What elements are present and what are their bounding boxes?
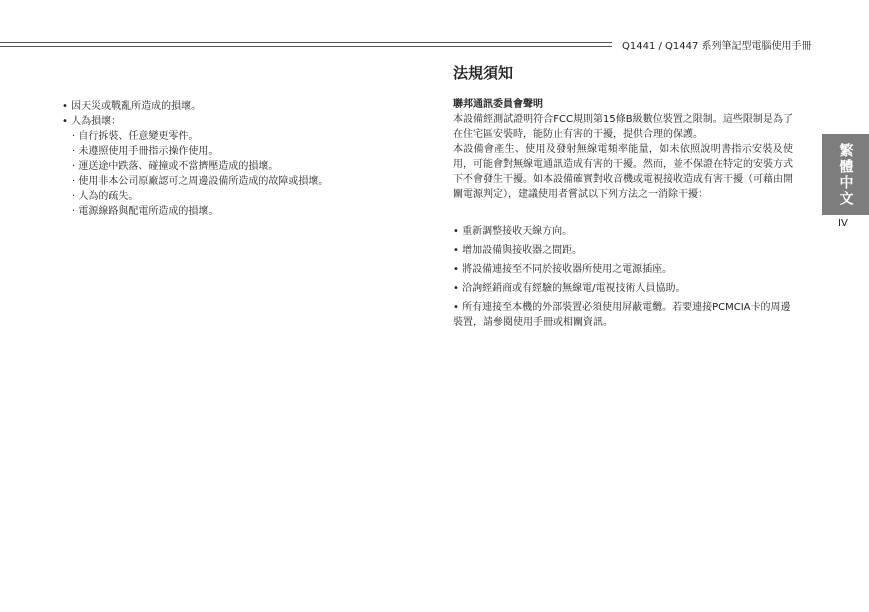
list-item: • 將設備連接至不同於接收器所使用之電源插座。	[453, 262, 793, 277]
regulatory-section	[453, 66, 793, 334]
list-item: • 增加設備與接收器之間距。	[453, 243, 793, 258]
interference-measures	[453, 224, 793, 330]
page-number: IV	[838, 218, 848, 229]
list-item: • 人為損壞：	[62, 114, 362, 129]
warranty-exclusions	[62, 99, 362, 219]
list-item: • 洽詢經銷商或有經驗的無線電/電視技術人員協助。	[453, 281, 793, 296]
list-item: · 電源線路與配電所造成的損壞。	[72, 204, 362, 219]
fcc-heading: 聯邦通訊委員會聲明	[453, 99, 543, 110]
list-item: · 人為的疏失。	[72, 189, 362, 204]
fcc-paragraph: 本設備經測試證明符合FCC規則第15條B級數位裝置之限制。這些限制是為了在住宅區安裝時，能防止有害的干擾，提供合理的保護。	[453, 114, 793, 140]
header-rule-bottom	[0, 46, 612, 47]
list-item: · 自行拆裝、任意變更零件。	[72, 129, 362, 144]
section-title: 法規須知	[453, 64, 514, 82]
list-item: · 使用非本公司原廠認可之周邊設備所造成的故障或損壞。	[72, 174, 362, 189]
list-item: · 運送途中跌落、碰撞或不當擠壓造成的損壞。	[72, 159, 362, 174]
list-item: • 重新調整接收天線方向。	[453, 224, 793, 239]
list-item: • 所有連接至本機的外部裝置必須使用屏蔽電纜。若要連接PCMCIA卡的周邊裝置，請參閱使用手冊或相關資訊。	[453, 300, 793, 330]
manual-title: Q1441 / Q1447 系列筆記型電腦使用手冊	[622, 41, 812, 52]
language-tab: 繁體中文	[822, 134, 869, 215]
fcc-paragraph: 本設備會產生、使用及發射無線電頻率能量，如未依照說明書指示安裝及使用，可能會對無線電通訊造成有害的干擾。然而，並不保證在特定的安裝方式下不會發生干擾。如本設備確實對收音機或電視接收造成有害干擾（可藉由開關電源判定），建議使用者嘗試以下列方法之一消除干擾：	[453, 144, 793, 200]
header-rule-top	[0, 42, 612, 43]
human-damage-list	[72, 129, 362, 219]
list-item: • 因天災或戰亂所造成的損壞。	[62, 99, 362, 114]
list-item: · 未遵照使用手冊指示操作使用。	[72, 144, 362, 159]
